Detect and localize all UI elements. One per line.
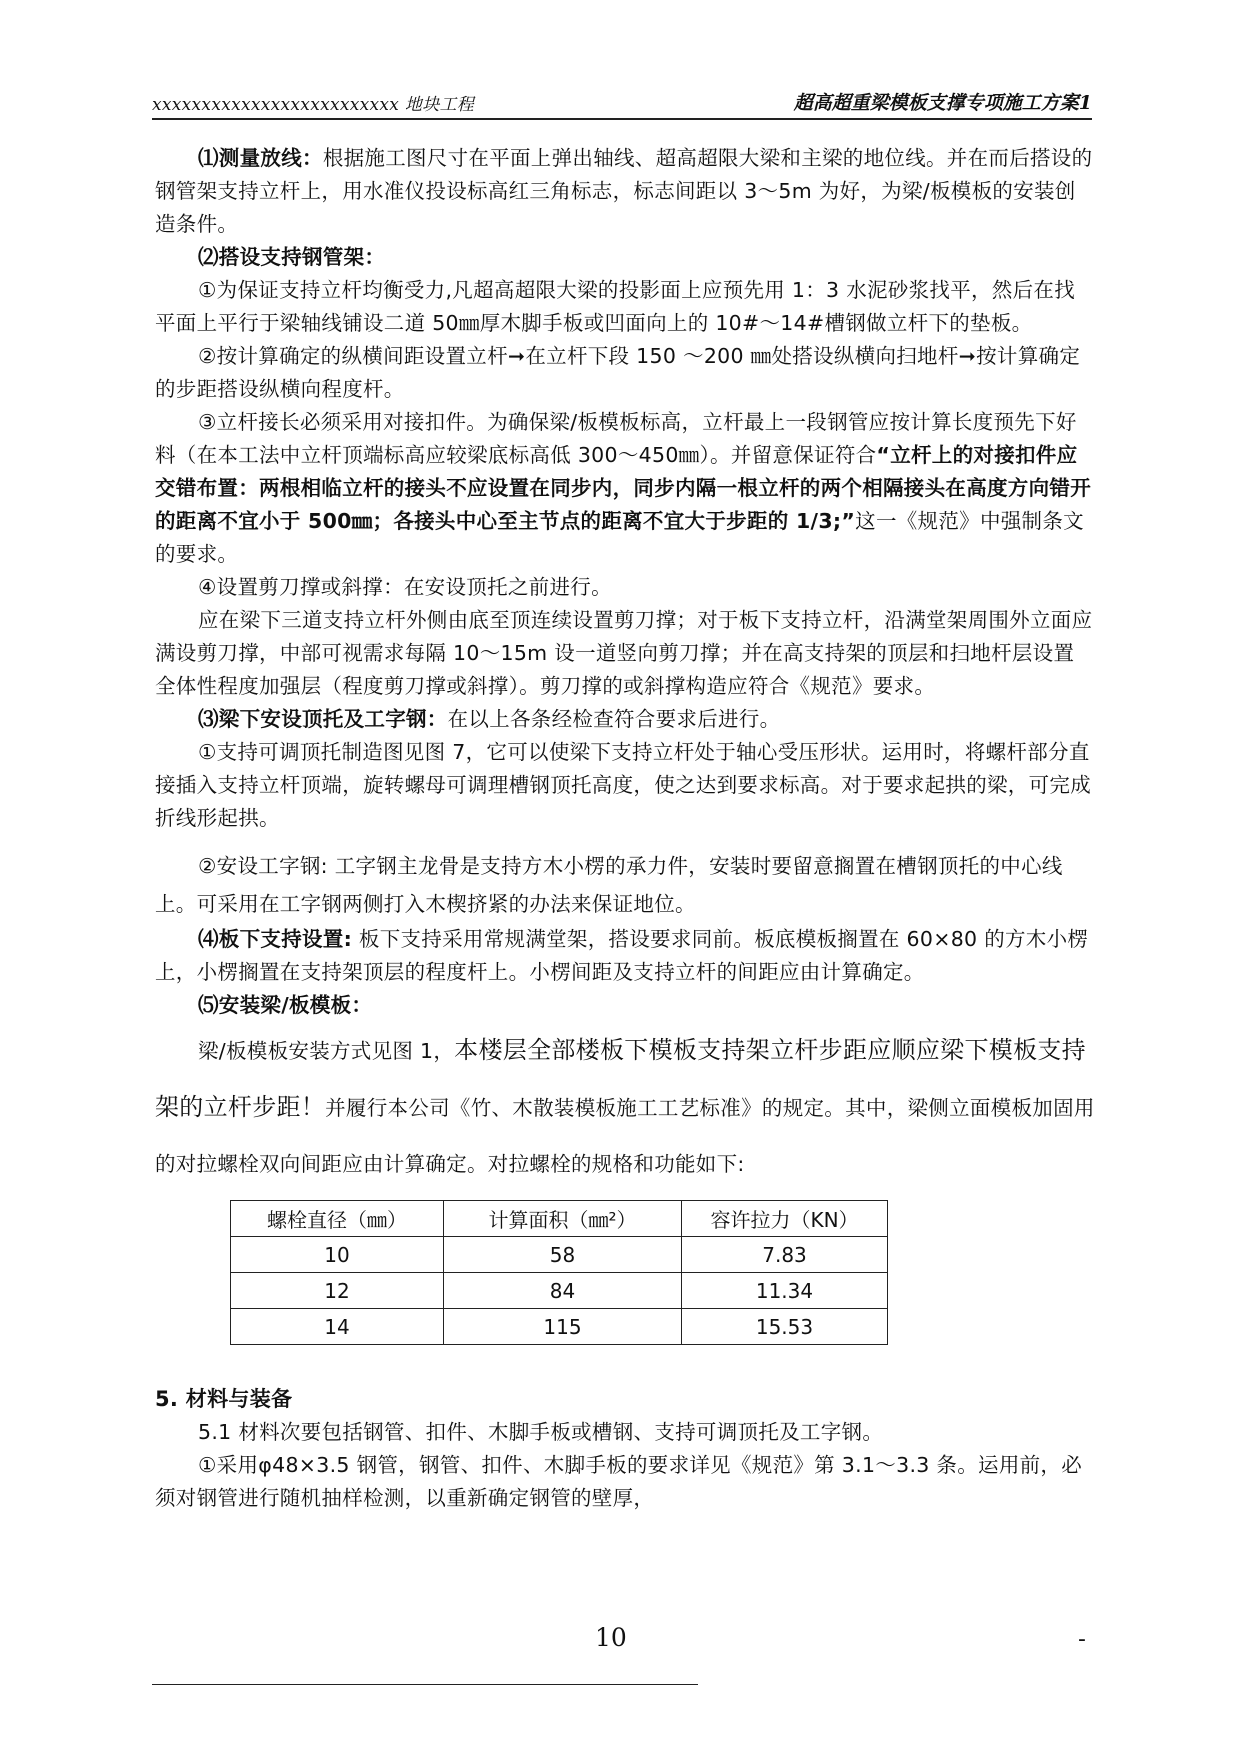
para-pole-joint [155, 406, 1095, 571]
para-formwork-heading [155, 989, 1095, 1022]
header-doc-title: 超高超重梁模板支撑专项施工方案1 [793, 92, 1092, 114]
para-formwork-a: 梁/板模板安装方式见图 1， [198, 1039, 455, 1063]
table-header-cell: 螺栓直径（㎜） [231, 1201, 444, 1237]
para-scaffold-heading [155, 241, 1095, 274]
section-5-title: 5. 材料与装备 [155, 1387, 293, 1411]
table-cell: 15.53 [682, 1309, 888, 1345]
table-cell: 84 [444, 1273, 682, 1309]
para-bracing-detail: 应在梁下三道支持立杆外侧由底至顶连续设置剪刀撑；对于板下支持立杆，沿满堂架周围外立面应满设剪刀撑，中部可视需求每隔 10～15m 设一道竖向剪刀撑；并在高支持架的顶层和扫地杆层设置全体性程度加强层（程度剪刀撑或斜撑）。剪刀撑的或斜撑构造应符合《规范》要求。 [155, 608, 1093, 698]
document-body [155, 142, 1095, 1515]
para-slab-support-label: ⑷板下支持设置: [198, 927, 353, 951]
para-adjustable-jack: ①支持可调顶托制造图见图 7，它可以使梁下支持立杆处于轴心受压形状。运用时，将螺杆部分直接插入支持立杆顶端，旋转螺母可调理槽钢顶托高度，使之达到要求标高。对于要求起拱的梁，可完成折线形起拱。 [155, 740, 1091, 830]
table-cell: 7.83 [682, 1237, 888, 1273]
table-cell: 115 [444, 1309, 682, 1345]
para-survey [155, 142, 1095, 241]
table-header-cell: 容许拉力（KN） [682, 1201, 888, 1237]
table-header-row [231, 1201, 888, 1237]
header-project: xxxxxxxxxxxxxxxxxxxxxxxxx 地块工程 [152, 95, 475, 115]
para-pole-joint-a: ③立杆接长必须采用对接扣件。为确保梁/板模板标高，立杆最上一段钢管应按计算长度预先下好料（在本工法中立杆顶端标高应较梁底标高低 300～450㎜）。并留意保证符合 [155, 410, 1077, 467]
para-survey-label: ⑴测量放线： [198, 146, 323, 170]
table-row [231, 1309, 888, 1345]
para-leveling: ①为保证支持立杆均衡受力,凡超高超限大梁的投影面上应预先用 1：3 水泥砂浆找平，然后在找平面上平行于梁轴线铺设二道 50㎜厚木脚手板或凹面向上的 10#～14#槽钢做立杆下的垫板。 [155, 278, 1076, 335]
table-cell: 11.34 [682, 1273, 888, 1309]
page-number: 10 [595, 1623, 627, 1652]
para-slab-support [155, 923, 1095, 989]
footer-dash: - [1078, 1627, 1086, 1652]
para-top-support [155, 703, 1095, 736]
para-scaffold-label: ⑵搭设支持钢管架： [198, 245, 386, 269]
para-top-support-label: ⑶梁下安设顶托及工字钢： [198, 707, 448, 731]
section-5-2: ①采用φ48×3.5 钢管，钢管、扣件、木脚手板的要求详见《规范》第 3.1～3.3 条。运用前，必须对钢管进行随机抽样检测，以重新确定钢管的壁厚， [155, 1453, 1083, 1510]
table-row [231, 1273, 888, 1309]
para-formwork-label: ⑸安装梁/板模板： [198, 993, 373, 1017]
para-bracing: ④设置剪刀撑或斜撑：在安设顶托之前进行。 [198, 575, 612, 599]
para-formwork-install [155, 1022, 1095, 1192]
table-row [231, 1237, 888, 1273]
bolt-spec-table [230, 1200, 888, 1345]
section-5-1: 5.1 材料次要包括钢管、扣件、木脚手板或槽钢、支持可调顶托及工字钢。 [198, 1420, 884, 1444]
table-cell: 58 [444, 1237, 682, 1273]
page-header [152, 84, 1092, 120]
para-i-beam: ②安设工字钢: 工字钢主龙骨是支持方木小楞的承力件，安装时要留意搁置在槽钢顶托的中心线上。可采用在工字钢两侧打入木楔挤紧的办法来保证地位。 [155, 854, 1063, 916]
para-formwork-b: 本楼层全部楼板下模板支持架立杆步距应顺应梁 [454, 1036, 965, 1064]
footer-rule [152, 1684, 698, 1685]
para-slab-support-text: 板下支持采用常规满堂架，搭设要求同前。板底模板搁置在 60×80 的方木小楞上，小楞搁置在支持架顶层的程度杆上。小楞间距及支持立杆的间距应由计算确定。 [155, 927, 1089, 984]
table-cell: 14 [231, 1309, 444, 1345]
para-top-support-text: 在以上各条经检查符合要求后进行。 [447, 707, 781, 731]
table-cell: 12 [231, 1273, 444, 1309]
para-formwork-d: 并履行本公司《竹、木散装模板施工工艺标准》的规定。其中，梁侧立面模板加固用的对拉螺栓双向间距应由计算确定。对拉螺栓的规格和功能如下: [155, 1096, 1095, 1176]
para-pole-joint-c: 这一《规范》中强制条文的要求。 [155, 509, 1084, 566]
para-survey-text: 根据施工图尺寸在平面上弹出轴线、超高超限大梁和主梁的地位线。并在而后搭设的钢管架支持立杆上，用水准仪投设标高红三角标志，标志间距以 3～5m 为好，为梁/板模板的安装创造条件。 [155, 146, 1093, 236]
para-pole-joint-rule: “立杆上的对接扣件应交错布置：两根相临立杆的接头不应设置在同步内，同步内隔一根立杆的两个相隔接头在高度方向错开的距离不宜小于 500㎜；各接头中心至主节点的距离不宜大于步距的 1/3;” [155, 443, 1091, 533]
para-formwork-c: 下模板支持架的立杆步距！ [155, 1036, 1086, 1121]
table-cell: 10 [231, 1237, 444, 1273]
table-header-cell: 计算面积（㎜²） [444, 1201, 682, 1237]
para-pole-spacing: ②按计算确定的纵横间距设置立杆➞在立杆下段 150 ～200 ㎜处搭设纵横向扫地杆➞按计算确定的步距搭设纵横向程度杆。 [155, 344, 1081, 401]
